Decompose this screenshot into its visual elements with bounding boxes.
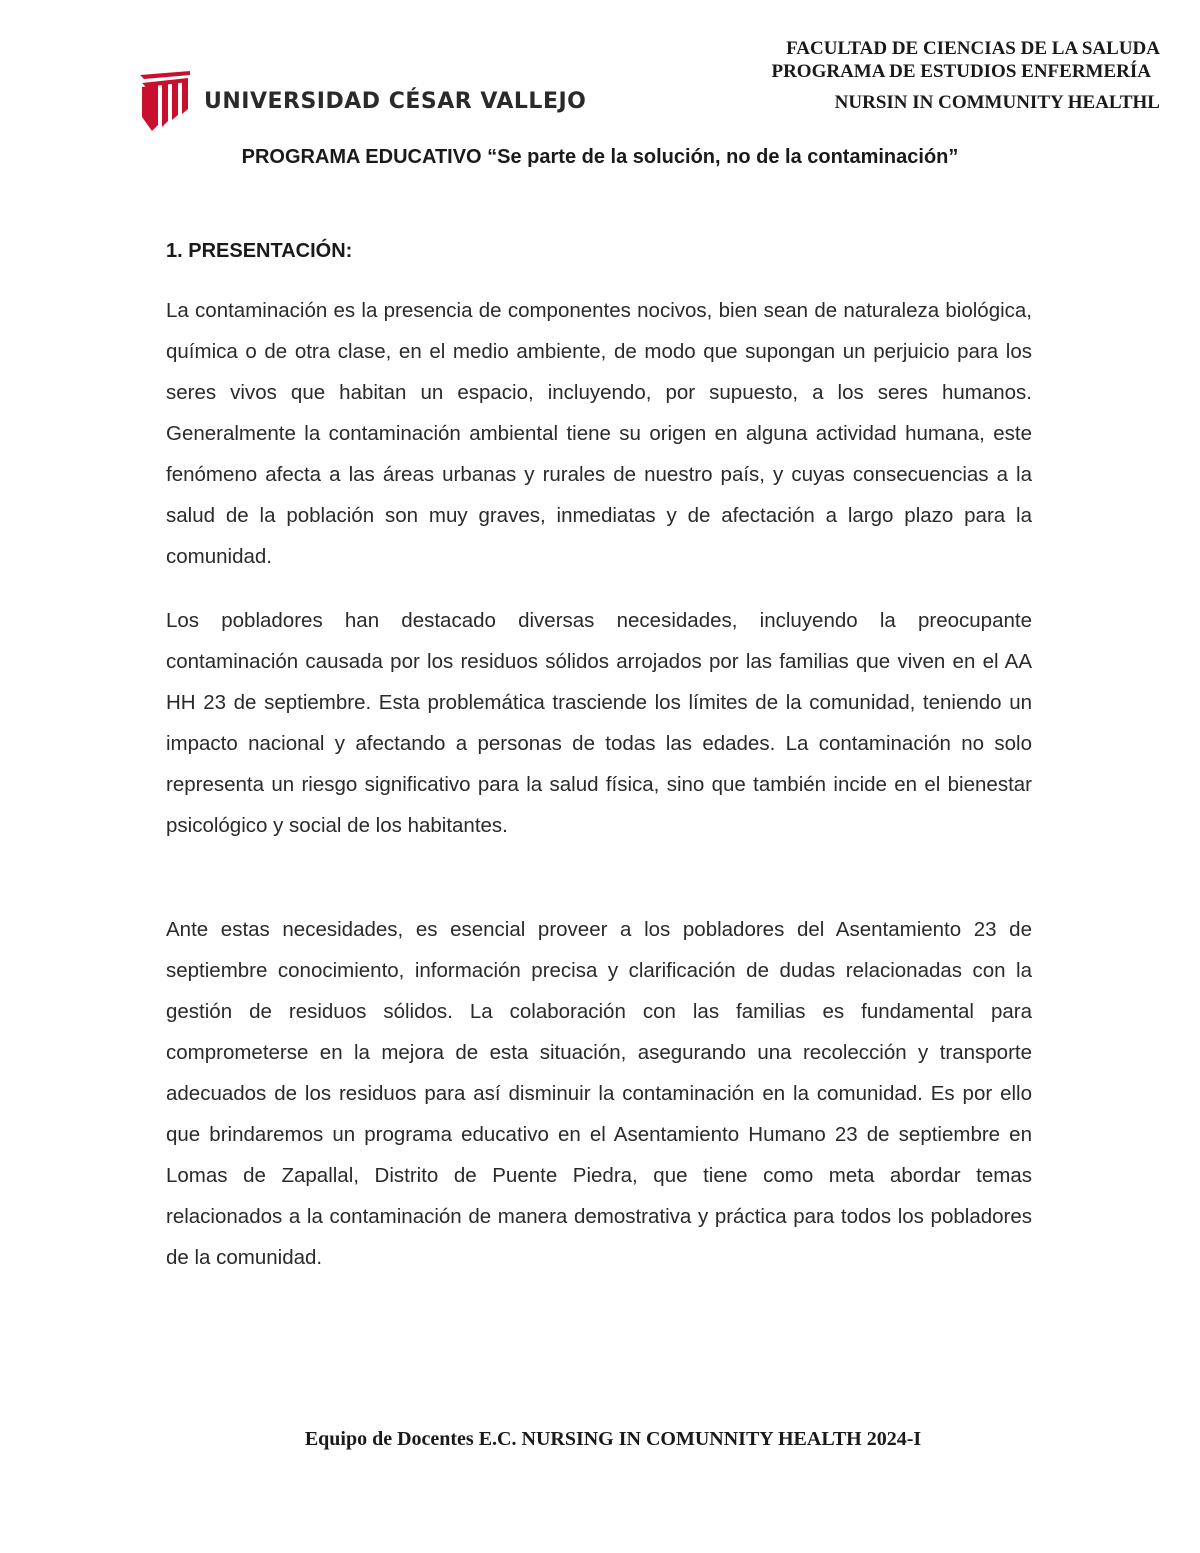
- paragraph-2: [166, 600, 1032, 846]
- university-logo: [138, 68, 587, 134]
- paragraph-text: Los pobladores han destacado diversas necesidades, incluyendo la preocupante contaminación causada por los residuos sólidos arrojados por las familias que viven en el AA HH 23 de septiembre. Esta problemática trasciende los límites de la comunidad, teniendo un impacto nacional y afectando a personas de todas las edades. La contaminación no solo representa un riesgo significativo para la salud física, sino que también incide en el bienestar psicológico y social de los habitantes.: [166, 609, 1032, 837]
- course-name: NURSIN IN COMMUNITY HEALTHL: [834, 92, 1160, 113]
- section-heading: 1. PRESENTACIÓN:: [166, 240, 353, 262]
- document-footer: Equipo de Docentes E.C. NURSING IN COMUNNITY HEALTH 2024-I: [304, 1428, 922, 1450]
- paragraph-1: [166, 290, 1032, 577]
- document-title: PROGRAMA EDUCATIVO “Se parte de la solución, no de la contaminación”: [241, 146, 959, 168]
- university-shield-icon: [138, 69, 194, 133]
- document-header: [640, 36, 1160, 116]
- faculty-name: FACULTAD DE CIENCIAS DE LA SALUDA: [786, 38, 1160, 59]
- paragraph-text: La contaminación es la presencia de componentes nocivos, bien sean de naturaleza biológica, química o de otra clase, en el medio ambiente, de modo que supongan un perjuicio para los seres vivos que habitan un espacio, incluyendo, por supuesto, a los seres humanos. Generalmente la contaminación ambiental tiene su origen en alguna actividad humana, este fenómeno afecta a las áreas urbanas y rurales de nuestro país, y cuyas consecuencias a la salud de la población son muy graves, inmediatas y de afectación a largo plazo para la comunidad.: [166, 299, 1032, 568]
- program-name: PROGRAMA DE ESTUDIOS ENFERMERÍA: [771, 61, 1151, 82]
- paragraph-text: Ante estas necesidades, es esencial proveer a los pobladores del Asentamiento 23 de septiembre conocimiento, información precisa y clarificación de dudas relacionadas con la gestión de residuos sólidos. La colaboración con las familias es fundamental para comprometerse en la mejora de esta situación, asegurando una recolección y transporte adecuados de los residuos para así disminuir la contaminación en la comunidad. Es por ello que brindaremos un programa educativo en el Asentamiento Humano 23 de septiembre en Lomas de Zapallal, Distrito de Puente Piedra, que tiene como meta abordar temas relacionados a la contaminación de manera demostrativa y práctica para todos los pobladores de la comunidad.: [166, 918, 1032, 1269]
- paragraph-3: [166, 909, 1032, 1278]
- logo-wordmark: UNIVERSIDAD CÉSAR VALLEJO: [204, 88, 587, 114]
